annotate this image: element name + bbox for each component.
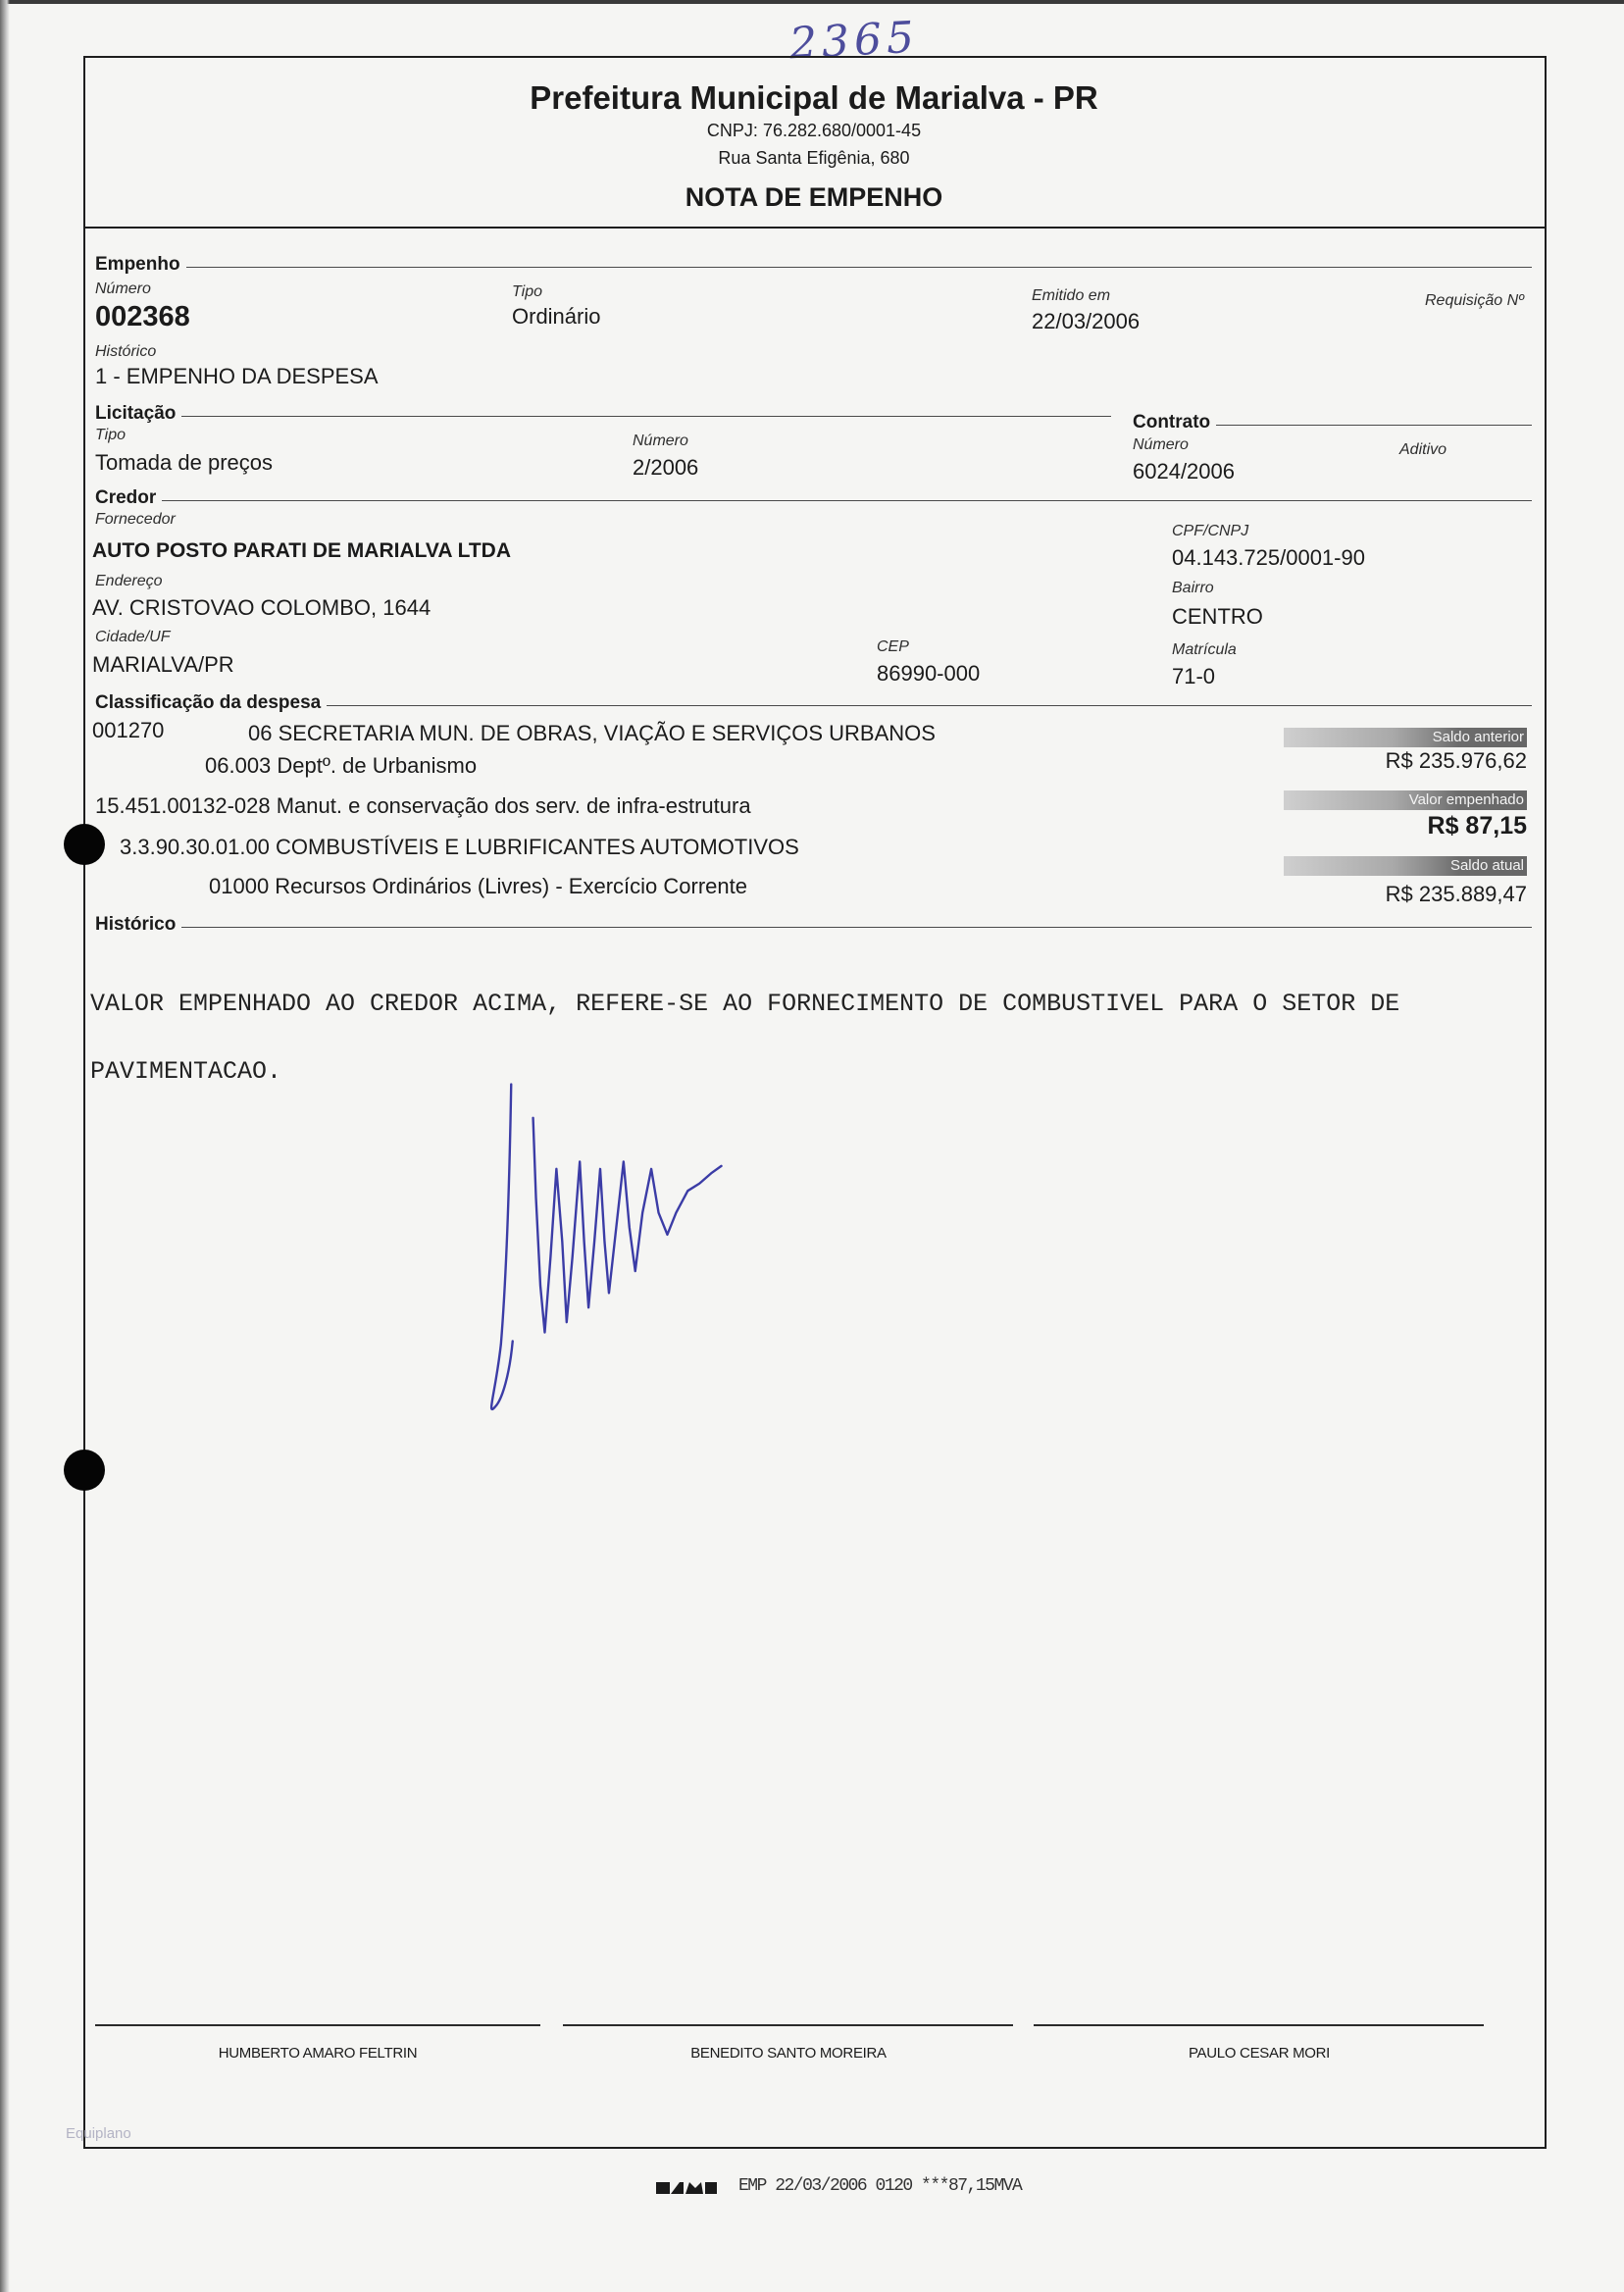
valor-empenhado-value: R$ 87,15 [1427,812,1527,840]
empenho-historico: 1 - EMPENHO DA DESPESA [95,364,379,388]
punch-hole [64,1450,105,1491]
credor-cnpj: 04.143.725/0001-90 [1172,545,1365,570]
empenho-numero: 002368 [95,301,190,332]
licitacao-numero-label: Número [633,433,688,449]
section-label: Empenho [95,254,180,275]
classificacao-unidade: 06.003 Deptº. de Urbanismo [205,753,478,778]
section-classificacao [95,693,1532,713]
scan-left-edge [0,0,10,2292]
section-empenho [95,255,1532,275]
handwritten-page-number: 2365 [787,12,921,70]
section-historico [95,915,1532,935]
historico-label: Histórico [95,343,157,360]
historico-line: PAVIMENTACAO. [90,1057,282,1086]
section-licitacao [95,404,1111,424]
signature-line [95,2024,540,2026]
credor-cep: 86990-000 [877,661,981,686]
valor-empenhado-label: Valor empenhado [1284,790,1527,810]
classificacao-codigo: 001270 [92,718,165,742]
section-rule [162,500,1532,501]
header-title: Prefeitura Municipal de Marialva - PR [530,79,1098,116]
header-divider [83,227,1547,229]
section-rule [186,267,1532,268]
section-label: Contrato [1133,412,1211,433]
numero-label: Número [95,280,151,297]
section-label: Credor [95,487,157,508]
credor-cidade: MARIALVA/PR [92,652,234,677]
credor-matricula: 71-0 [1172,664,1216,688]
section-rule [181,416,1111,417]
handwritten-signature [481,1074,726,1417]
aditivo-label: Aditivo [1399,441,1447,458]
signatory-name: PAULO CESAR MORI [1188,2045,1331,2062]
classificacao-funcional: 15.451.00132-028 Manut. e conservação dos serv. de infra-estrutura [95,793,751,818]
software-watermark: Equiplano [66,2125,131,2142]
contrato-numero-label: Número [1133,436,1189,453]
historico-text [90,947,1399,1128]
licitacao-tipo-label: Tipo [95,427,126,443]
requisicao-label: Requisição Nº [1425,292,1524,309]
classificacao-elemento: 3.3.90.30.01.00 COMBUSTÍVEIS E LUBRIFICANTES AUTOMOTIVOS [120,835,799,859]
emitido-date: 22/03/2006 [1032,309,1141,333]
header-cnpj: CNPJ: 76.282.680/0001-45 [706,121,922,140]
saldo-anterior-label: Saldo anterior [1284,728,1527,747]
bairro-label: Bairro [1172,580,1214,596]
historico-line: VALOR EMPENHADO AO CREDOR ACIMA, REFERE-SE AO FORNECIMENTO DE COMBUSTIVEL PARA O SETOR DE [90,990,1400,1018]
contrato-numero: 6024/2006 [1133,459,1235,484]
emitido-label: Emitido em [1032,287,1111,304]
classificacao-orgao: 06 SECRETARIA MUN. DE OBRAS, VIAÇÃO E SERVIÇOS URBANOS [248,721,936,745]
saldo-atual-label: Saldo atual [1284,856,1527,876]
endereco-label: Endereço [95,573,163,589]
saldo-atual-value: R$ 235.889,47 [1385,882,1527,906]
cep-label: CEP [877,638,909,655]
section-rule [1216,425,1532,426]
section-label: Licitação [95,403,177,424]
document-title: NOTA DE EMPENHO [685,182,943,212]
signature-line [563,2024,1013,2026]
fornecedor-label: Fornecedor [95,511,176,528]
licitacao-tipo: Tomada de preços [95,450,273,475]
matricula-label: Matrícula [1172,641,1237,658]
section-rule [327,705,1532,706]
section-contrato [1133,413,1532,433]
section-label: Classificação da despesa [95,692,322,713]
cnpj-label: CPF/CNPJ [1172,523,1249,539]
classificacao-recurso: 01000 Recursos Ordinários (Livres) - Exercício Corrente [209,874,747,898]
tipo-label: Tipo [512,283,542,300]
fornecedor-name: AUTO POSTO PARATI DE MARIALVA LTDA [92,539,511,562]
header-address: Rua Santa Efigênia, 680 [718,148,910,168]
section-credor [95,488,1532,508]
signatory-name: BENEDITO SANTO MOREIRA [690,2045,887,2062]
punch-hole [64,824,105,865]
signatory-name: HUMBERTO AMARO FELTRIN [218,2045,418,2062]
licitacao-numero: 2/2006 [633,455,699,480]
scan-top-edge [0,0,1624,4]
empenho-tipo: Ordinário [512,304,601,329]
credor-endereco: AV. CRISTOVAO COLOMBO, 1644 [92,595,431,620]
saldo-anterior-value: R$ 235.976,62 [1385,748,1527,773]
printer-logo-icon [656,2176,717,2196]
section-label: Histórico [95,914,177,935]
section-rule [181,927,1532,928]
signature-line [1034,2024,1484,2026]
mechanical-stamp: EMP 22/03/2006 0120 ***87,15MVA [738,2176,1022,2196]
cidade-label: Cidade/UF [95,629,171,645]
credor-bairro: CENTRO [1172,604,1263,629]
